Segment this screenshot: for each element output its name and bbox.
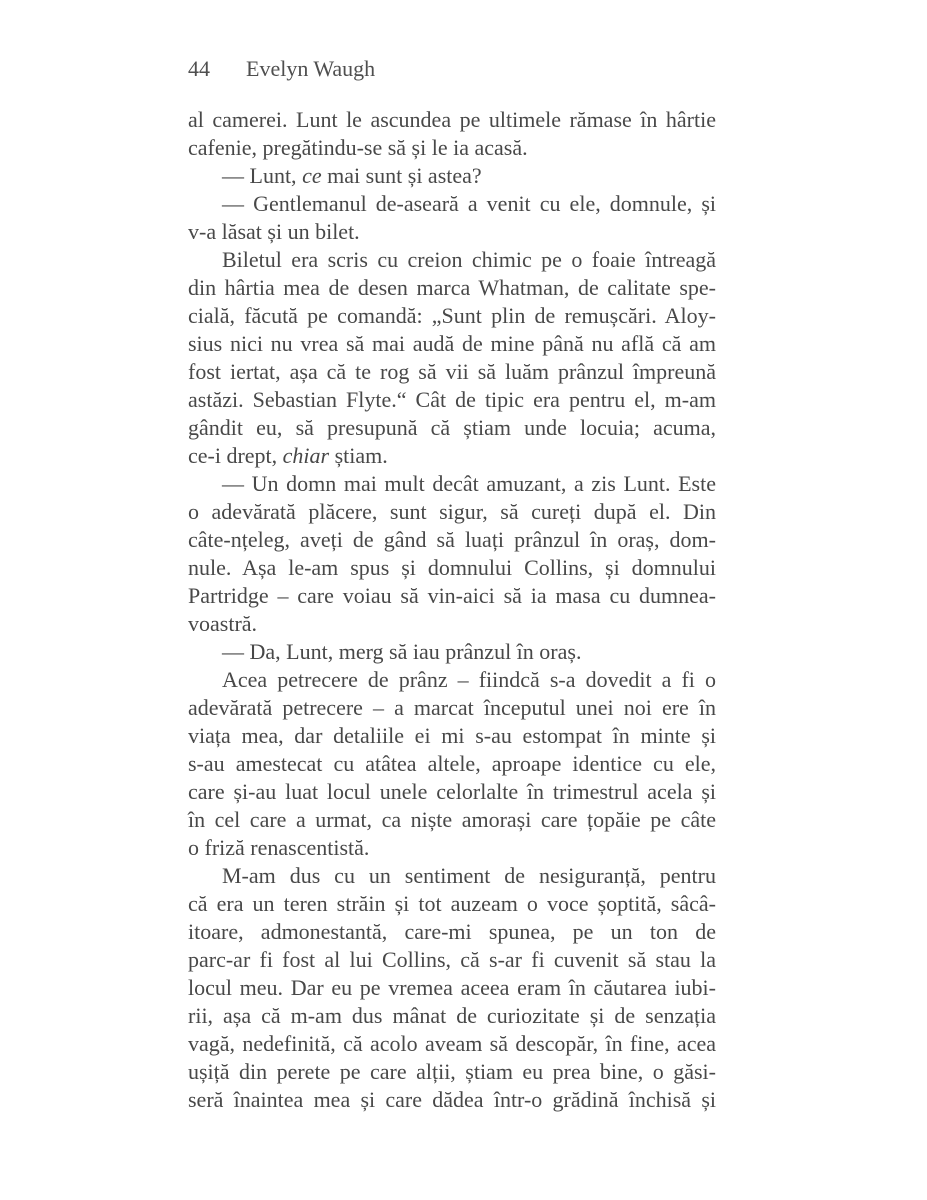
text-segment: care și-au luat locul unele celorlalte în trimestrul acela și	[188, 779, 716, 804]
text-line	[188, 778, 716, 806]
text-segment: locul meu. Dar eu pe vremea aceea eram în căutarea iubi-	[188, 975, 716, 1000]
text-line	[188, 386, 716, 414]
text-segment: seră înaintea mea și care dădea într-o grădină închisă și	[188, 1087, 716, 1112]
text-segment: al camerei. Lunt le ascundea pe ultimele rămase în hârtie	[188, 107, 716, 132]
text-line	[188, 358, 716, 386]
text-segment: câte-nțeleg, aveți de gând să luați prânzul în oraș, dom-	[188, 527, 716, 552]
text-line	[188, 862, 716, 890]
text-segment: Partridge – care voiau să vin-aici să ia masa cu dumnea-	[188, 583, 716, 608]
text-segment: viața mea, dar detaliile ei mi s-au estompat în minte și	[188, 723, 716, 748]
running-header-author: Evelyn Waugh	[246, 56, 376, 81]
text-line	[188, 470, 716, 498]
text-line	[188, 694, 716, 722]
text-segment: o adevărată plăcere, sunt sigur, să cureți după el. Din	[188, 499, 716, 524]
text-block	[188, 106, 716, 1114]
text-segment: astăzi. Sebastian Flyte.“ Cât de tipic era pentru el, m-am	[188, 387, 716, 412]
text-line	[188, 134, 716, 162]
text-segment: în cel care a urmat, ca niște amorași care țopăie pe câte	[188, 807, 716, 832]
text-segment: voastră.	[188, 611, 258, 636]
text-line	[188, 918, 716, 946]
text-line	[188, 274, 716, 302]
page-number: 44	[188, 56, 210, 81]
text-segment: Acea petrecere de prânz – fiindcă s-a dovedit a fi o	[222, 667, 716, 692]
text-line	[188, 946, 716, 974]
text-line	[188, 610, 716, 638]
text-line	[188, 1002, 716, 1030]
text-line	[188, 330, 716, 358]
text-line	[188, 218, 716, 246]
text-line	[188, 974, 716, 1002]
text-segment: itoare, admonestantă, care-mi spunea, pe un ton de	[188, 919, 716, 944]
running-header	[188, 57, 716, 81]
text-line	[188, 442, 716, 470]
text-line	[188, 302, 716, 330]
text-line	[188, 498, 716, 526]
italic-text: ce	[302, 163, 322, 188]
text-segment: — Lunt,	[222, 163, 303, 188]
text-line	[188, 246, 716, 274]
text-line	[188, 526, 716, 554]
text-segment: ce-i drept,	[188, 443, 283, 468]
text-segment: fost iertat, așa că te rog să vii să luăm prânzul împreună	[188, 359, 716, 384]
paragraph	[188, 106, 716, 162]
paragraph	[188, 638, 716, 666]
text-segment: sius nici nu vrea să mai audă de mine până nu află că am	[188, 331, 716, 356]
text-line	[188, 666, 716, 694]
text-segment: gândit eu, să presupună că știam unde locuia; acuma,	[188, 415, 716, 440]
text-line	[188, 1086, 716, 1114]
text-segment: că era un teren străin și tot auzeam o voce șoptită, sâcâ-	[188, 891, 716, 916]
text-segment: M-am dus cu un sentiment de nesiguranță, pentru	[222, 863, 716, 888]
text-line	[188, 190, 716, 218]
paragraph	[188, 470, 716, 638]
text-line	[188, 722, 716, 750]
text-segment: o friză renascentistă.	[188, 835, 370, 860]
text-line	[188, 554, 716, 582]
italic-text: chiar	[282, 443, 330, 468]
text-segment: adevărată petrecere – a marcat începutul unei noi ere în	[188, 695, 716, 720]
text-segment: din hârtia mea de desen marca Whatman, de calitate spe-	[188, 275, 716, 300]
text-line	[188, 806, 716, 834]
text-line	[188, 1058, 716, 1086]
text-line	[188, 582, 716, 610]
text-line	[188, 162, 716, 190]
text-segment: cială, făcută pe comandă: „Sunt plin de remușcări. Aloy-	[188, 303, 716, 328]
text-line	[188, 750, 716, 778]
text-segment: v-a lăsat și un bilet.	[188, 219, 360, 244]
text-segment: rii, așa că m-am dus mânat de curiozitate și de senzația	[188, 1003, 716, 1028]
paragraph	[188, 246, 716, 470]
text-segment: — Un domn mai mult decât amuzant, a zis Lunt. Este	[222, 471, 716, 496]
paragraph	[188, 190, 716, 246]
text-segment: — Gentlemanul de-aseară a venit cu ele, domnule, și	[222, 191, 716, 216]
text-line	[188, 890, 716, 918]
text-segment: mai sunt și astea?	[321, 163, 482, 188]
text-line	[188, 106, 716, 134]
text-segment: — Da, Lunt, merg să iau prânzul în oraș.	[222, 639, 582, 664]
paragraph	[188, 162, 716, 190]
text-segment: cafenie, pregătindu-se să și le ia acasă.	[188, 135, 528, 160]
text-segment: ușiță din perete pe care alții, știam eu prea bine, o găsi-	[188, 1059, 716, 1084]
text-line	[188, 414, 716, 442]
text-line	[188, 834, 716, 862]
text-segment: Biletul era scris cu creion chimic pe o foaie întreagă	[222, 247, 716, 272]
text-segment: vagă, nedefinită, că acolo aveam să descopăr, în fine, acea	[188, 1031, 716, 1056]
text-line	[188, 1030, 716, 1058]
paragraph	[188, 862, 716, 1114]
text-segment: nule. Așa le-am spus și domnului Collins, și domnului	[188, 555, 716, 580]
text-segment: s-au amestecat cu atâtea altele, aproape identice cu ele,	[188, 751, 716, 776]
text-line	[188, 638, 716, 666]
text-segment: parc-ar fi fost al lui Collins, că s-ar fi cuvenit să stau la	[188, 947, 716, 972]
text-segment: știam.	[329, 443, 388, 468]
paragraph	[188, 666, 716, 862]
